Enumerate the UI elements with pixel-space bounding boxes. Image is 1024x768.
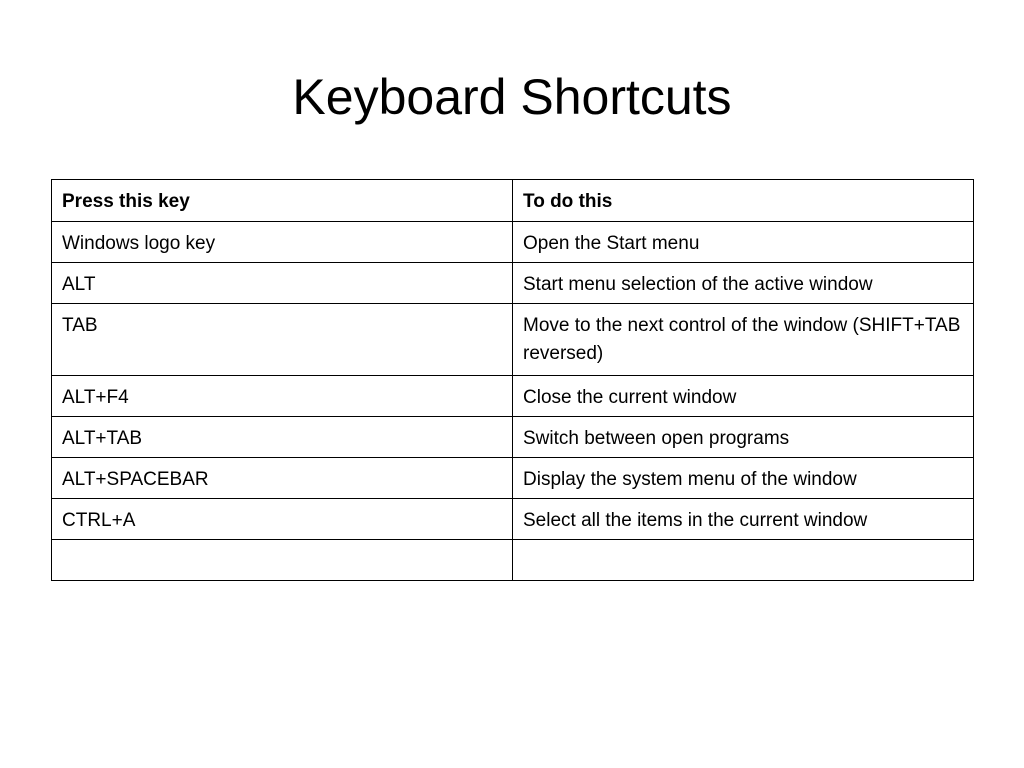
table-row	[52, 304, 974, 376]
key-cell: CTRL+A	[52, 499, 513, 540]
action-cell: Display the system menu of the window	[513, 458, 974, 499]
table-row	[52, 263, 974, 304]
slide-title: Keyboard Shortcuts	[292, 69, 732, 125]
table-row	[52, 376, 974, 417]
table-row-empty	[52, 540, 974, 581]
key-cell: TAB	[52, 304, 513, 376]
key-cell: ALT+F4	[52, 376, 513, 417]
action-cell: Close the current window	[513, 376, 974, 417]
key-cell: ALT	[52, 263, 513, 304]
column-header-key: Press this key	[52, 180, 513, 222]
key-cell: ALT+SPACEBAR	[52, 458, 513, 499]
action-cell: Select all the items in the current window	[513, 499, 974, 540]
action-cell: Start menu selection of the active window	[513, 263, 974, 304]
action-cell: Switch between open programs	[513, 417, 974, 458]
table-row	[52, 222, 974, 263]
table-row	[52, 458, 974, 499]
action-cell: Open the Start menu	[513, 222, 974, 263]
column-header-action: To do this	[513, 180, 974, 222]
key-cell	[52, 540, 513, 581]
action-cell	[513, 540, 974, 581]
shortcuts-table	[51, 179, 974, 581]
table-row	[52, 417, 974, 458]
key-cell: Windows logo key	[52, 222, 513, 263]
key-cell: ALT+TAB	[52, 417, 513, 458]
table-header-row	[52, 180, 974, 222]
table-row	[52, 499, 974, 540]
action-cell: Move to the next control of the window (SHIFT+TAB reversed)	[513, 304, 974, 376]
